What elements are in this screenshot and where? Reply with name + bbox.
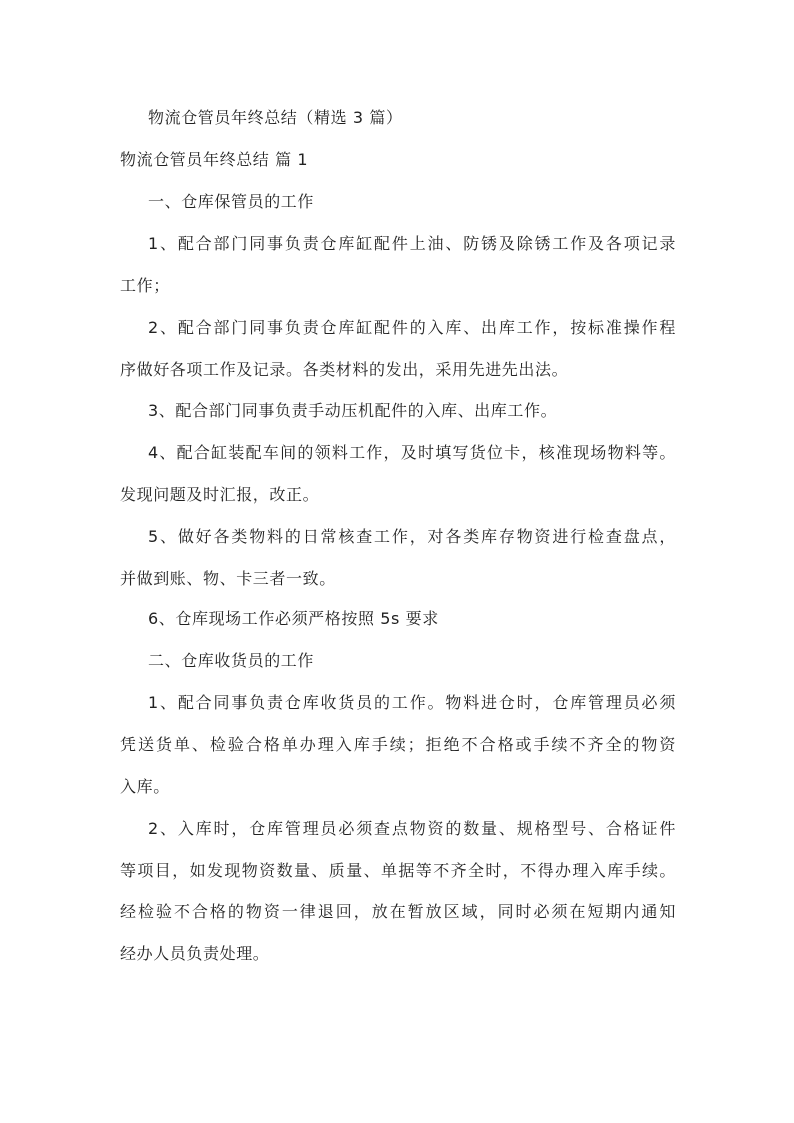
paragraph-line: 1、配合同事负责仓库收货员的工作。物料进仓时，仓库管理员必须 [148,693,676,712]
section-heading: 二、仓库收货员的工作 [148,651,315,670]
paragraph-line: 序做好各项工作及记录。各类材料的发出，采用先进先出法。 [120,360,569,379]
paragraph-line: 等项目，如发现物资数量、质量、单据等不齐全时，不得办理入库手续。 [120,861,676,880]
paragraph-line: 1、配合部门同事负责仓库缸配件上油、防锈及除锈工作及各项记录 [148,234,676,253]
paragraph-line: 4、配合缸装配车间的领料工作，及时填写货位卡，核准现场物料等。 [148,443,676,462]
document-title: 物流仓管员年终总结（精选 3 篇） [148,108,403,127]
paragraph-line: 并做到账、物、卡三者一致。 [120,569,336,588]
paragraph-line: 3、配合部门同事负责手动压机配件的入库、出库工作。 [148,401,558,420]
paragraph-line: 工作； [120,276,170,295]
section-heading: 一、仓库保管员的工作 [148,192,315,211]
paragraph-line: 经办人员负责处理。 [120,944,270,963]
paragraph-line: 入库。 [120,777,170,796]
paragraph-line: 2、配合部门同事负责仓库缸配件的入库、出库工作，按标准操作程 [148,318,676,337]
paragraph-line: 经检验不合格的物资一律退回，放在暂放区域，同时必须在短期内通知 [120,902,676,921]
paragraph-line: 5、做好各类物料的日常核查工作，对各类库存物资进行检查盘点， [148,527,676,546]
paragraph-line: 6、仓库现场工作必须严格按照 5s 要求 [148,609,439,628]
paragraph-line: 凭送货单、检验合格单办理入库手续；拒绝不合格或手续不齐全的物资 [120,735,676,754]
article-heading: 物流仓管员年终总结 篇 1 [120,150,309,169]
paragraph-line: 发现问题及时汇报，改正。 [120,485,320,504]
paragraph-line: 2、入库时，仓库管理员必须查点物资的数量、规格型号、合格证件 [148,819,676,838]
